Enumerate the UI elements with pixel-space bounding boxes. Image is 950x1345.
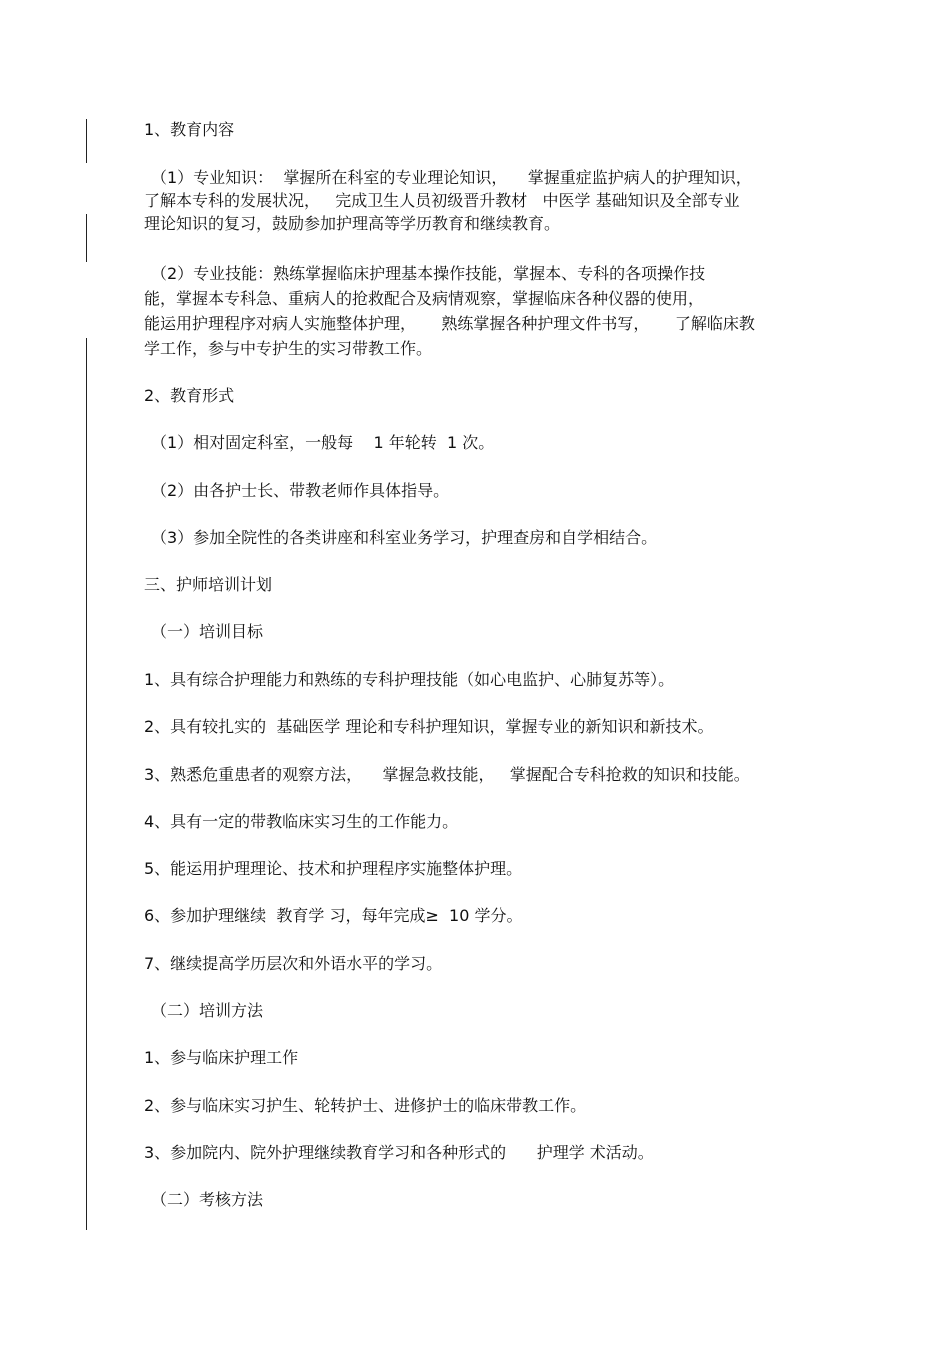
list-item: （2）由各护士长、带教老师作具体指导。	[151, 481, 450, 500]
margin-bar-top	[86, 119, 87, 163]
paragraph-line: （1）专业知识： 掌握所在科室的专业理论知识， 掌握重症监护病人的护理知识，	[151, 168, 752, 187]
list-item: 3、参加院内、院外护理继续教育学习和各种形式的 护理学 术活动。	[144, 1143, 654, 1162]
list-item: 7、继续提高学历层次和外语水平的学习。	[144, 954, 443, 973]
heading-training-goals: （一）培训目标	[151, 622, 264, 641]
heading-assessment-methods: （二）考核方法	[151, 1190, 264, 1209]
list-item: 3、熟悉危重患者的观察方法， 掌握急救技能， 掌握配合专科抢救的知识和技能。	[144, 765, 750, 784]
paragraph-line: 了解本专科的发展状况， 完成卫生人员初级晋升教材 中医学 基础知识及全部专业	[144, 191, 740, 210]
heading-education-form: 2、教育形式	[144, 386, 235, 405]
list-item: 2、参与临床实习护生、轮转护士、进修护士的临床带教工作。	[144, 1096, 587, 1115]
list-item: （1）相对固定科室，一般每 1 年轮转 1 次。	[151, 433, 495, 452]
list-item: 5、能运用护理理论、技术和护理程序实施整体护理。	[144, 859, 523, 878]
list-item: 6、参加护理继续 教育学 习，每年完成≥ 10 学分。	[144, 906, 523, 925]
paragraph-line: 能，掌握本专科急、重病人的抢救配合及病情观察，掌握临床各种仪器的使用，	[144, 289, 705, 308]
paragraph-line: 理论知识的复习，鼓励参加护理高等学历教育和继续教育。	[144, 214, 561, 233]
margin-bar-middle	[86, 214, 87, 262]
list-item: 4、具有一定的带教临床实习生的工作能力。	[144, 812, 459, 831]
heading-nurse-training-plan: 三、护师培训计划	[144, 575, 273, 594]
margin-bar-long	[86, 338, 87, 1230]
paragraph-line: 学工作，参与中专护生的实习带教工作。	[144, 339, 433, 358]
heading-education-content: 1、教育内容	[144, 120, 235, 139]
list-item: （3）参加全院性的各类讲座和科室业务学习，护理查房和自学相结合。	[151, 528, 658, 547]
list-item: 1、参与临床护理工作	[144, 1048, 299, 1067]
heading-training-methods: （二）培训方法	[151, 1001, 264, 1020]
paragraph-line: 能运用护理程序对病人实施整体护理， 熟练掌握各种护理文件书写， 了解临床教	[144, 314, 755, 333]
list-item: 2、具有较扎实的 基础医学 理论和专科护理知识，掌握专业的新知识和新技术。	[144, 717, 714, 736]
paragraph-line: （2）专业技能：熟练掌握临床护理基本操作技能，掌握本、专科的各项操作技	[151, 264, 706, 283]
list-item: 1、具有综合护理能力和熟练的专科护理技能（如心电监护、心肺复苏等）。	[144, 670, 675, 689]
